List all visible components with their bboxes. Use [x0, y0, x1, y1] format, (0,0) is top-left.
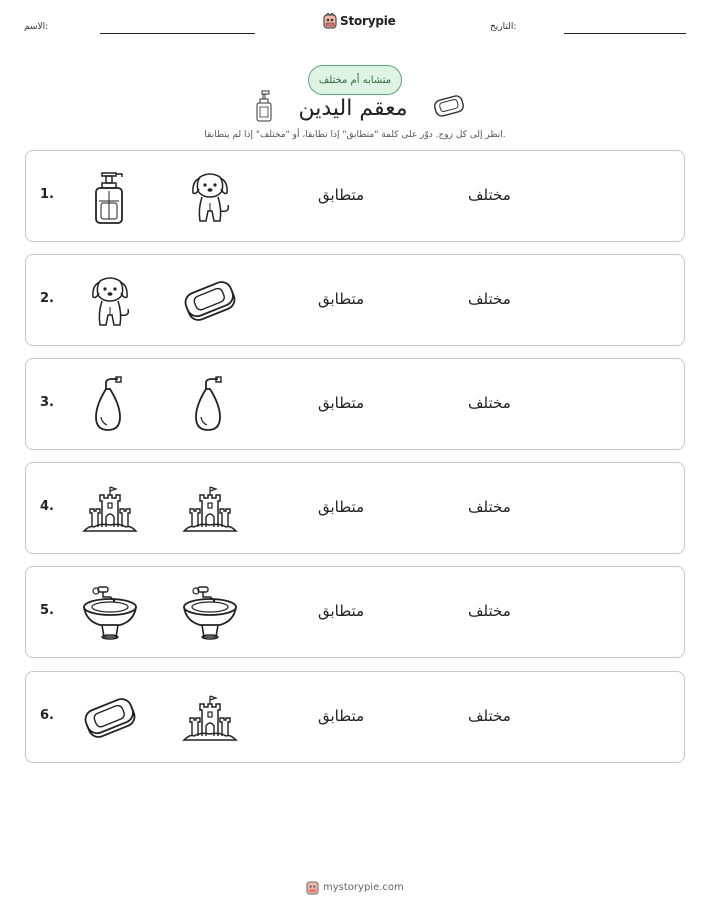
different-option[interactable]: مختلف — [468, 290, 511, 308]
same-option[interactable]: متطابق — [318, 498, 365, 516]
sandcastle-icon — [180, 688, 240, 748]
question-card — [25, 566, 685, 658]
footer-url: mystorypie.com — [323, 882, 404, 893]
question-number: 4. — [40, 499, 54, 514]
question-number: 6. — [40, 708, 54, 723]
brand-name: Storypie — [340, 14, 396, 28]
question-number: 5. — [40, 603, 54, 618]
puppy-icon — [180, 167, 240, 227]
brand-logo — [323, 13, 396, 29]
soap-bar-icon — [80, 688, 140, 748]
question-card — [25, 462, 685, 554]
name-line[interactable] — [100, 33, 255, 34]
same-option[interactable]: متطابق — [318, 707, 365, 725]
same-option[interactable]: متطابق — [318, 394, 365, 412]
footer — [306, 880, 404, 895]
different-option[interactable]: مختلف — [468, 498, 511, 516]
storypie-logo-icon — [323, 13, 337, 29]
same-option[interactable]: متطابق — [318, 290, 365, 308]
question-card — [25, 254, 685, 346]
soap-bar-icon — [433, 95, 465, 121]
instructions-text: انظر إلى كل زوج. دوّر على كلمة "متطابق" إذا تطابقا، أو "مختلف" إذا لم يتطابقا. — [204, 130, 506, 140]
sink-basin-icon — [180, 583, 240, 643]
different-option[interactable]: مختلف — [468, 602, 511, 620]
soap-bar-icon — [180, 271, 240, 331]
question-number: 1. — [40, 187, 54, 202]
date-line[interactable] — [564, 33, 686, 34]
same-option[interactable]: متطابق — [318, 602, 365, 620]
question-card — [25, 150, 685, 242]
different-option[interactable]: مختلف — [468, 707, 511, 725]
name-label: الاسم: — [24, 22, 49, 32]
hand-sanitizer-bottle-icon — [80, 167, 140, 227]
sanitizer-bottle-icon — [255, 90, 273, 126]
different-option[interactable]: مختلف — [468, 394, 511, 412]
page-title: معقم اليدين — [298, 95, 408, 121]
question-card — [25, 671, 685, 763]
date-label: التاريخ: — [490, 22, 517, 32]
puppy-icon — [80, 271, 140, 331]
sandcastle-icon — [80, 479, 140, 539]
storypie-logo-icon — [306, 880, 319, 895]
same-option[interactable]: متطابق — [318, 186, 365, 204]
water-drop-icon — [80, 375, 140, 435]
title-row — [255, 90, 465, 126]
sink-basin-icon — [80, 583, 140, 643]
category-badge: متشابه أم مختلف — [308, 65, 402, 95]
different-option[interactable]: مختلف — [468, 186, 511, 204]
question-card — [25, 358, 685, 450]
question-number: 2. — [40, 291, 54, 306]
question-number: 3. — [40, 395, 54, 410]
water-drop-icon — [180, 375, 240, 435]
sandcastle-icon — [180, 479, 240, 539]
